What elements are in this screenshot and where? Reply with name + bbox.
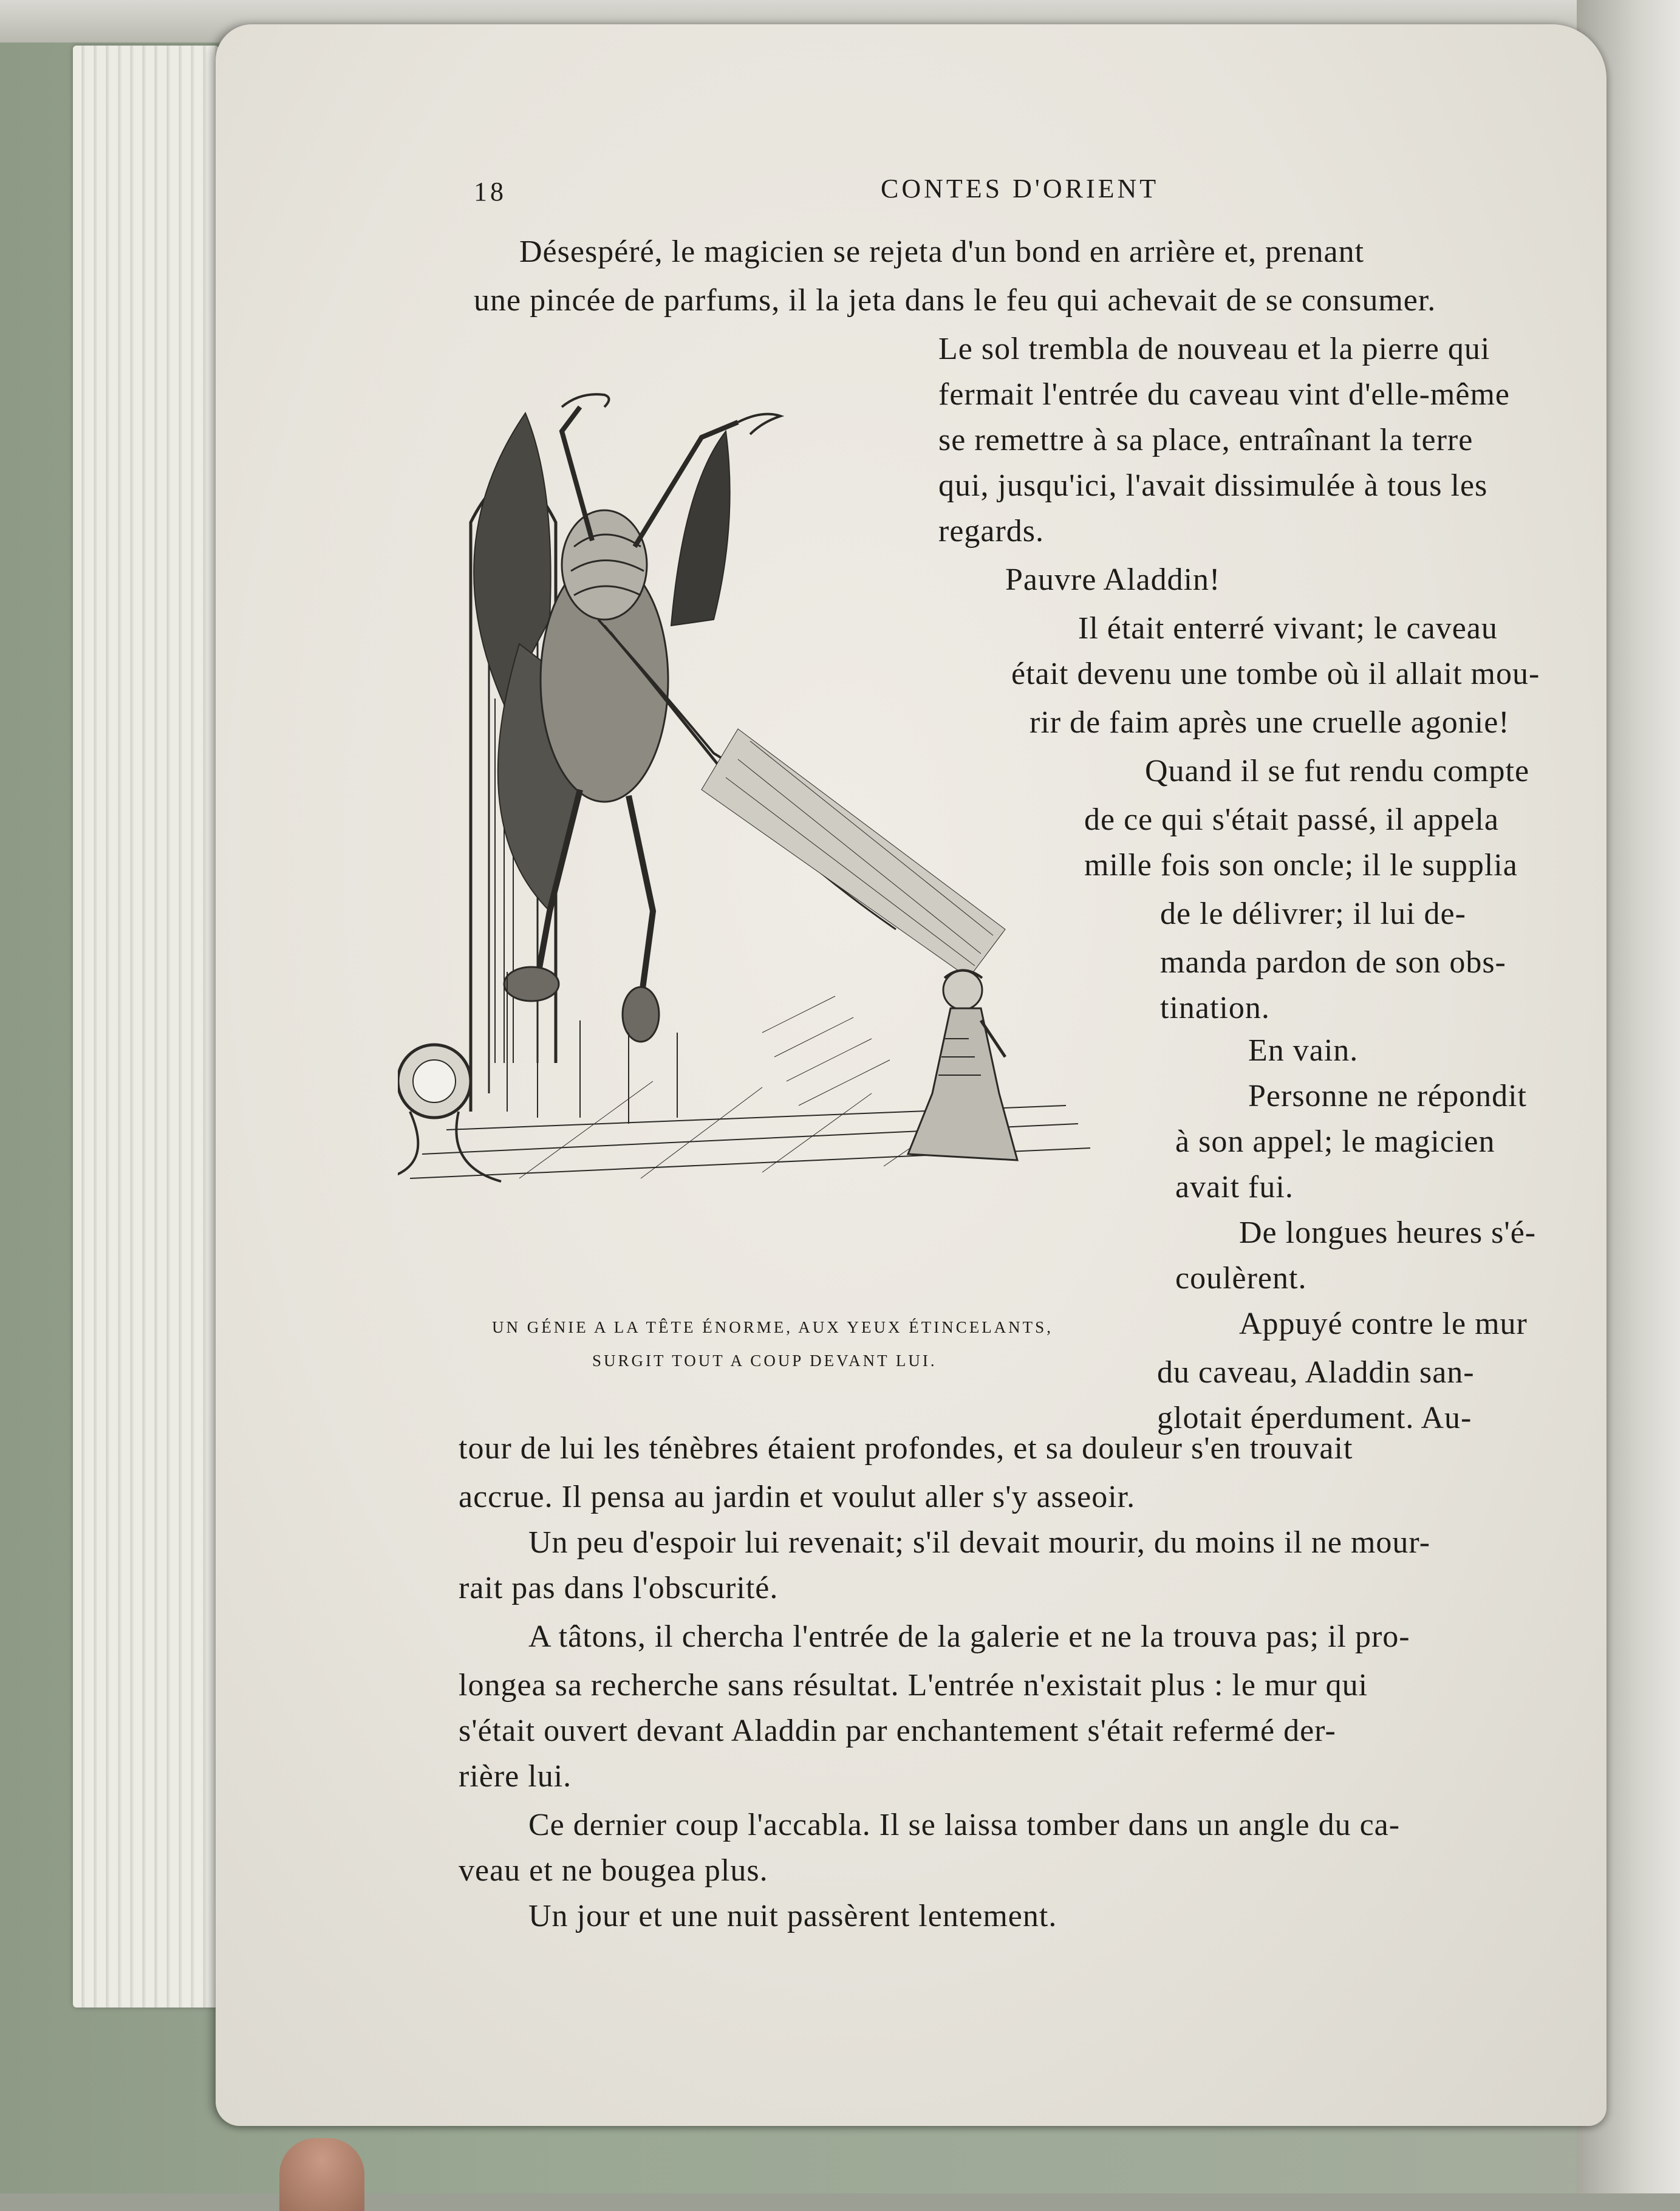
text-line: Quand il se fut rendu compte bbox=[1145, 754, 1530, 788]
text-line: manda pardon de son obs- bbox=[1160, 945, 1506, 980]
text-line: une pincée de parfums, il la jeta dans le feu qui achevait de se consumer. bbox=[474, 283, 1436, 318]
text-line: longea sa recherche sans résultat. L'entrée n'existait plus : le mur qui bbox=[459, 1668, 1368, 1703]
text-line: veau et ne bougea plus. bbox=[459, 1853, 768, 1888]
text-line: avait fui. bbox=[1175, 1170, 1294, 1205]
text-line: fermait l'entrée du caveau vint d'elle-même bbox=[938, 377, 1510, 412]
genie-illustration bbox=[398, 364, 1102, 1294]
text-line: A tâtons, il chercha l'entrée de la galerie et ne la trouva pas; il pro- bbox=[528, 1619, 1410, 1654]
text-line: De longues heures s'é- bbox=[1239, 1215, 1537, 1250]
text-line: accrue. Il pensa au jardin et voulut aller s'y asseoir. bbox=[459, 1480, 1136, 1514]
figure-caption-line: UN GÉNIE A LA TÊTE ÉNORME, AUX YEUX ÉTINCELANTS, bbox=[492, 1318, 1053, 1336]
text-line: à son appel; le magicien bbox=[1175, 1124, 1495, 1159]
text-line: tination. bbox=[1160, 991, 1270, 1025]
page-edges bbox=[73, 46, 219, 2008]
running-head: CONTES D'ORIENT bbox=[881, 174, 1159, 203]
text-line: mille fois son oncle; il le supplia bbox=[1084, 848, 1518, 883]
text-line: tour de lui les ténèbres étaient profondes, et sa douleur s'en trouvait bbox=[459, 1431, 1353, 1466]
text-line: se remettre à sa place, entraînant la terre bbox=[938, 423, 1473, 457]
text-line: rière lui. bbox=[459, 1759, 572, 1794]
text-line: de ce qui s'était passé, il appela bbox=[1084, 802, 1500, 837]
text-line: s'était ouvert devant Aladdin par enchantement s'était refermé der- bbox=[459, 1714, 1336, 1748]
figure-caption-line: SURGIT TOUT A COUP DEVANT LUI. bbox=[592, 1352, 937, 1370]
text-line: qui, jusqu'ici, l'avait dissimulée à tous les bbox=[938, 468, 1488, 503]
illustration-linework bbox=[398, 394, 1090, 1181]
text-line: Ce dernier coup l'accabla. Il se laissa tomber dans un angle du ca- bbox=[528, 1808, 1401, 1842]
text-line: Personne ne répondit bbox=[1248, 1079, 1528, 1113]
text-line: Appuyé contre le mur bbox=[1239, 1307, 1528, 1341]
text-line: était devenu une tombe où il allait mou- bbox=[1011, 657, 1540, 691]
text-line: coulèrent. bbox=[1175, 1261, 1307, 1296]
text-line: rir de faim après une cruelle agonie! bbox=[1030, 705, 1510, 740]
text-line: Il était enterré vivant; le caveau bbox=[1078, 611, 1498, 646]
text-line: En vain. bbox=[1248, 1033, 1359, 1068]
text-line: glotait éperdument. Au- bbox=[1157, 1401, 1472, 1435]
page-number: 18 bbox=[474, 177, 507, 207]
thumb bbox=[279, 2138, 364, 2211]
text-line: Un peu d'espoir lui revenait; s'il devait mourir, du moins il ne mour- bbox=[528, 1525, 1431, 1560]
text-line: regards. bbox=[938, 514, 1045, 548]
text-line: Désespéré, le magicien se rejeta d'un bond en arrière et, prenant bbox=[519, 234, 1365, 269]
text-line: rait pas dans l'obscurité. bbox=[459, 1571, 779, 1605]
text-line: Pauvre Aladdin! bbox=[1005, 562, 1221, 597]
text-line: Un jour et une nuit passèrent lentement. bbox=[528, 1899, 1057, 1933]
text-line: de le délivrer; il lui de- bbox=[1160, 897, 1466, 931]
text-line: Le sol trembla de nouveau et la pierre qui bbox=[938, 332, 1490, 366]
text-line: du caveau, Aladdin san- bbox=[1157, 1355, 1475, 1390]
